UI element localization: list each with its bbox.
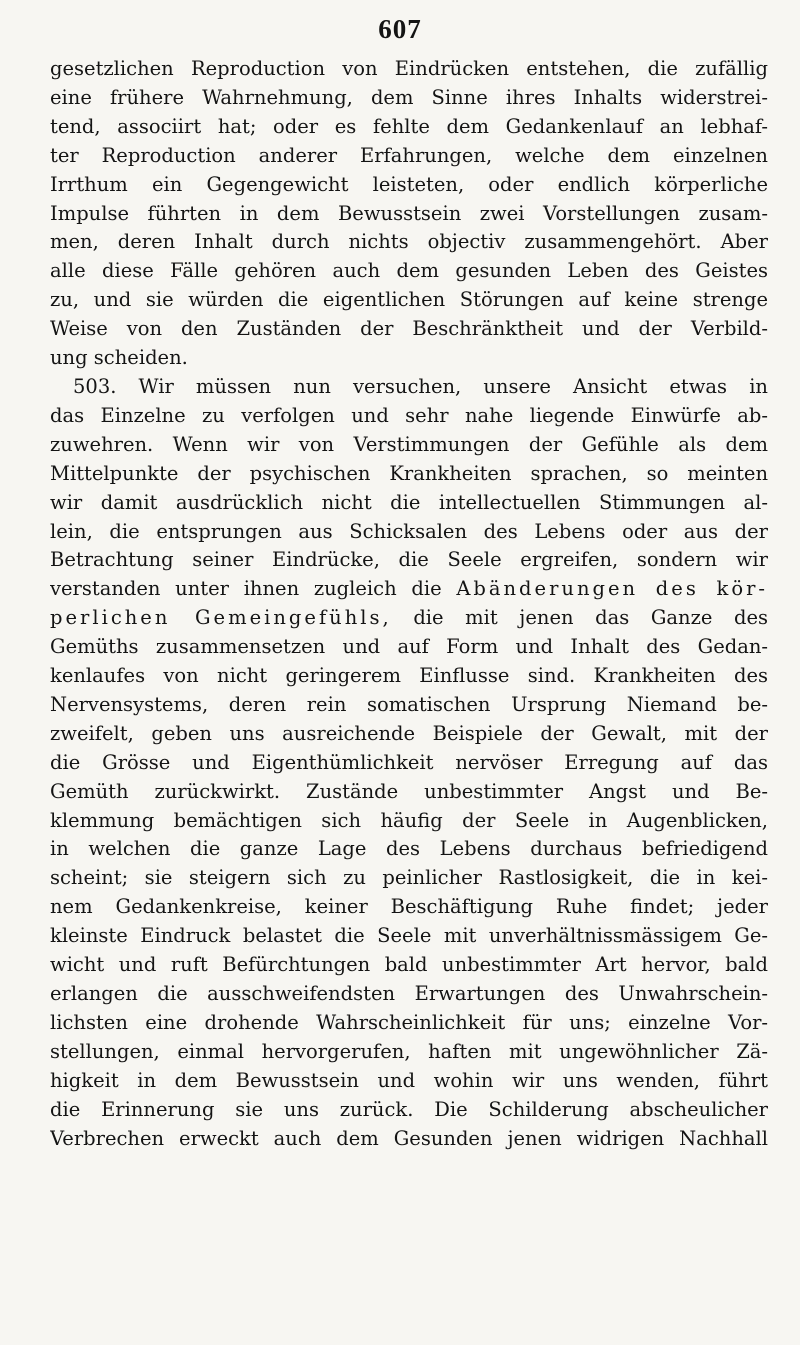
text-line: alle diese Fälle gehören auch dem gesunden Leben des Geistes — [50, 259, 768, 283]
text-line: gesetzlichen Reproduction von Eindrücken entstehen, die zufällig — [50, 57, 768, 80]
body-text — [50, 55, 768, 1153]
text-line: men, deren Inhalt durch nichts objectiv zusammengehört. Aber — [50, 230, 768, 254]
text-line: zuwehren. Wenn wir von Verstimmungen der Gefühle als dem — [50, 432, 768, 456]
text-line: klemmung bemächtigen sich häufig der Seele in Augenblicken, — [50, 808, 768, 832]
page-number: 607 — [378, 14, 422, 44]
text-line: kenlaufes von nicht geringerem Einflusse sind. Krankheiten des — [50, 664, 768, 688]
text-line: in welchen die ganze Lage des Lebens durchaus befriedigend — [50, 837, 768, 861]
text-line: stellungen, einmal hervorgerufen, haften mit ungewöhnlicher Zä- — [50, 1039, 768, 1063]
text-line: Betrachtung seiner Eindrücke, die Seele ergreifen, sondern wir — [50, 548, 768, 572]
text-line — [50, 604, 768, 633]
text-line: das Einzelne zu verfolgen und sehr nahe liegende Einwürfe ab- — [50, 403, 768, 427]
text-line: Nervensystems, deren rein somatischen Ursprung Niemand be- — [50, 692, 768, 716]
text-line: die Erinnerung sie uns zurück. Die Schilderung abscheulicher — [50, 1097, 768, 1121]
text-line: higkeit in dem Bewusstsein und wohin wir uns wenden, führt — [50, 1068, 768, 1092]
text-line — [50, 575, 768, 604]
text-line: Verbrechen erweckt auch dem Gesunden jenen widrigen Nachhall — [50, 1126, 768, 1150]
text-line: ter Reproduction anderer Erfahrungen, welche dem einzelnen — [50, 143, 768, 167]
text-line: Gemüths zusammensetzen und auf Form und Inhalt des Gedan- — [50, 635, 768, 659]
text-line: scheint; sie steigern sich zu peinlicher Rastlosigkeit, die in kei- — [50, 866, 768, 890]
text-line: wicht und ruft Befürchtungen bald unbestimmter Art hervor, bald — [50, 953, 768, 977]
text-fragment: verstanden unter ihnen zugleich die — [50, 577, 442, 601]
text-fragment: die mit jenen das Ganze des — [413, 606, 768, 630]
text-line: Weise von den Zuständen der Beschränktheit und der Verbild- — [50, 317, 768, 341]
text-line: zweifelt, geben uns ausreichende Beispiele der Gewalt, mit der — [50, 721, 768, 745]
text-line: eine frühere Wahrnehmung, dem Sinne ihres Inhalts widerstrei- — [50, 85, 768, 109]
text-line: wir damit ausdrücklich nicht die intellectuellen Stimmungen al- — [50, 490, 768, 514]
text-line: Gemüth zurückwirkt. Zustände unbestimmter Angst und Be- — [50, 779, 768, 803]
emphasized-text: perlichen Gemeingefühls, — [50, 606, 392, 630]
text-line: Impulse führten in dem Bewusstsein zwei Vorstellungen zusam- — [50, 201, 768, 225]
text-line: zu, und sie würden die eigentlichen Störungen auf keine strenge — [50, 288, 768, 312]
text-line: die Grösse und Eigenthümlichkeit nervöser Erregung auf das — [50, 750, 768, 774]
text-line: nem Gedankenkreise, keiner Beschäftigung Ruhe findet; jeder — [50, 895, 768, 919]
text-line: erlangen die ausschweifendsten Erwartungen des Unwahrschein- — [50, 982, 768, 1005]
emphasized-text: Abänderungen des kör- — [456, 577, 768, 601]
text-line: lein, die entsprungen aus Schicksalen des Lebens oder aus der — [50, 519, 768, 543]
text-line: Mittelpunkte der psychischen Krankheiten sprachen, so meinten — [50, 461, 768, 485]
text-line: Irrthum ein Gegengewicht leisteten, oder endlich körperliche — [50, 172, 768, 196]
text-line: lichsten eine drohende Wahrscheinlichkeit für uns; einzelne Vor- — [50, 1010, 768, 1034]
text-line: tend, associirt hat; oder es fehlte dem Gedankenlauf an lebhaf- — [50, 114, 768, 138]
text-line: kleinste Eindruck belastet die Seele mit unverhältnissmässigem Ge- — [50, 924, 768, 948]
text-line: ung scheiden. — [50, 346, 188, 370]
section-start-line: 503. Wir müssen nun versuchen, unsere Ansicht etwas in — [73, 374, 768, 398]
